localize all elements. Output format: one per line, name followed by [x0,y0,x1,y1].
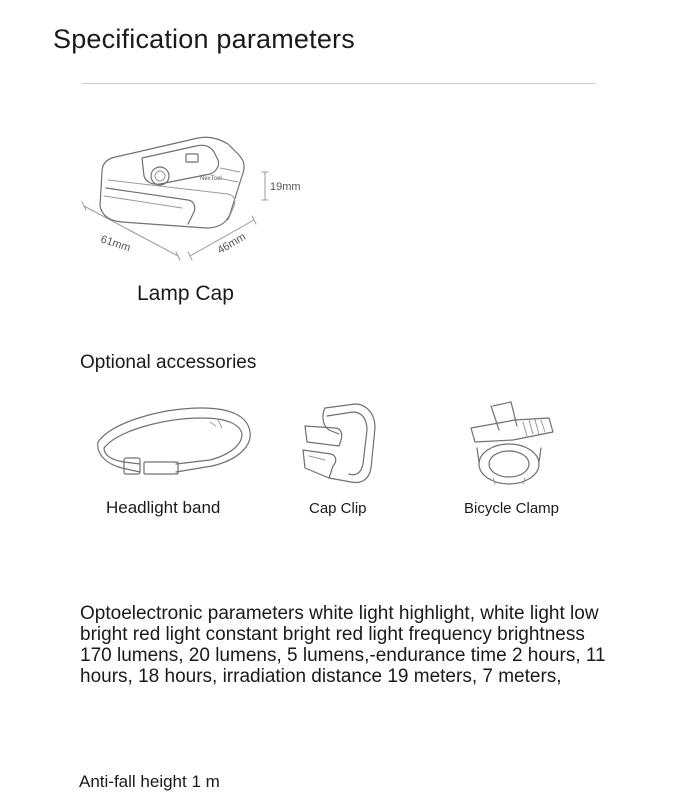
headlight-band-label: Headlight band [106,498,221,517]
length-dimension-label: 61mm [99,233,132,255]
bicycle-clamp-label: Bicycle Clamp [464,500,560,517]
height-dimension-label: 19mm [270,181,301,193]
lamp-illustration [78,128,328,268]
width-dimension-label: 46mm [215,230,248,257]
page-title: Specification parameters [53,24,355,54]
title-divider [82,83,596,84]
bicycle-clamp-icon [463,398,563,490]
headlight-band-icon [92,402,254,490]
anti-fall-height: Anti-fall height 1 m [79,772,220,791]
cap-clip-icon [295,398,385,490]
lamp-brand-text: NexTool [200,176,222,182]
accessories-heading: Optional accessories [80,352,257,373]
cap-clip-label: Cap Clip [309,500,367,517]
optoelectronic-parameters: Optoelectronic parameters white light highlight, white light low bright red light constant bright red light frequency brightness 170 lumens, 20 lumens, 5 lumens,-endurance time 2 hours, 11 hours, 18 hours, irradiation distance 19 meters, 7 meters, [80,603,606,687]
lamp-caption: Lamp Cap [137,282,234,305]
